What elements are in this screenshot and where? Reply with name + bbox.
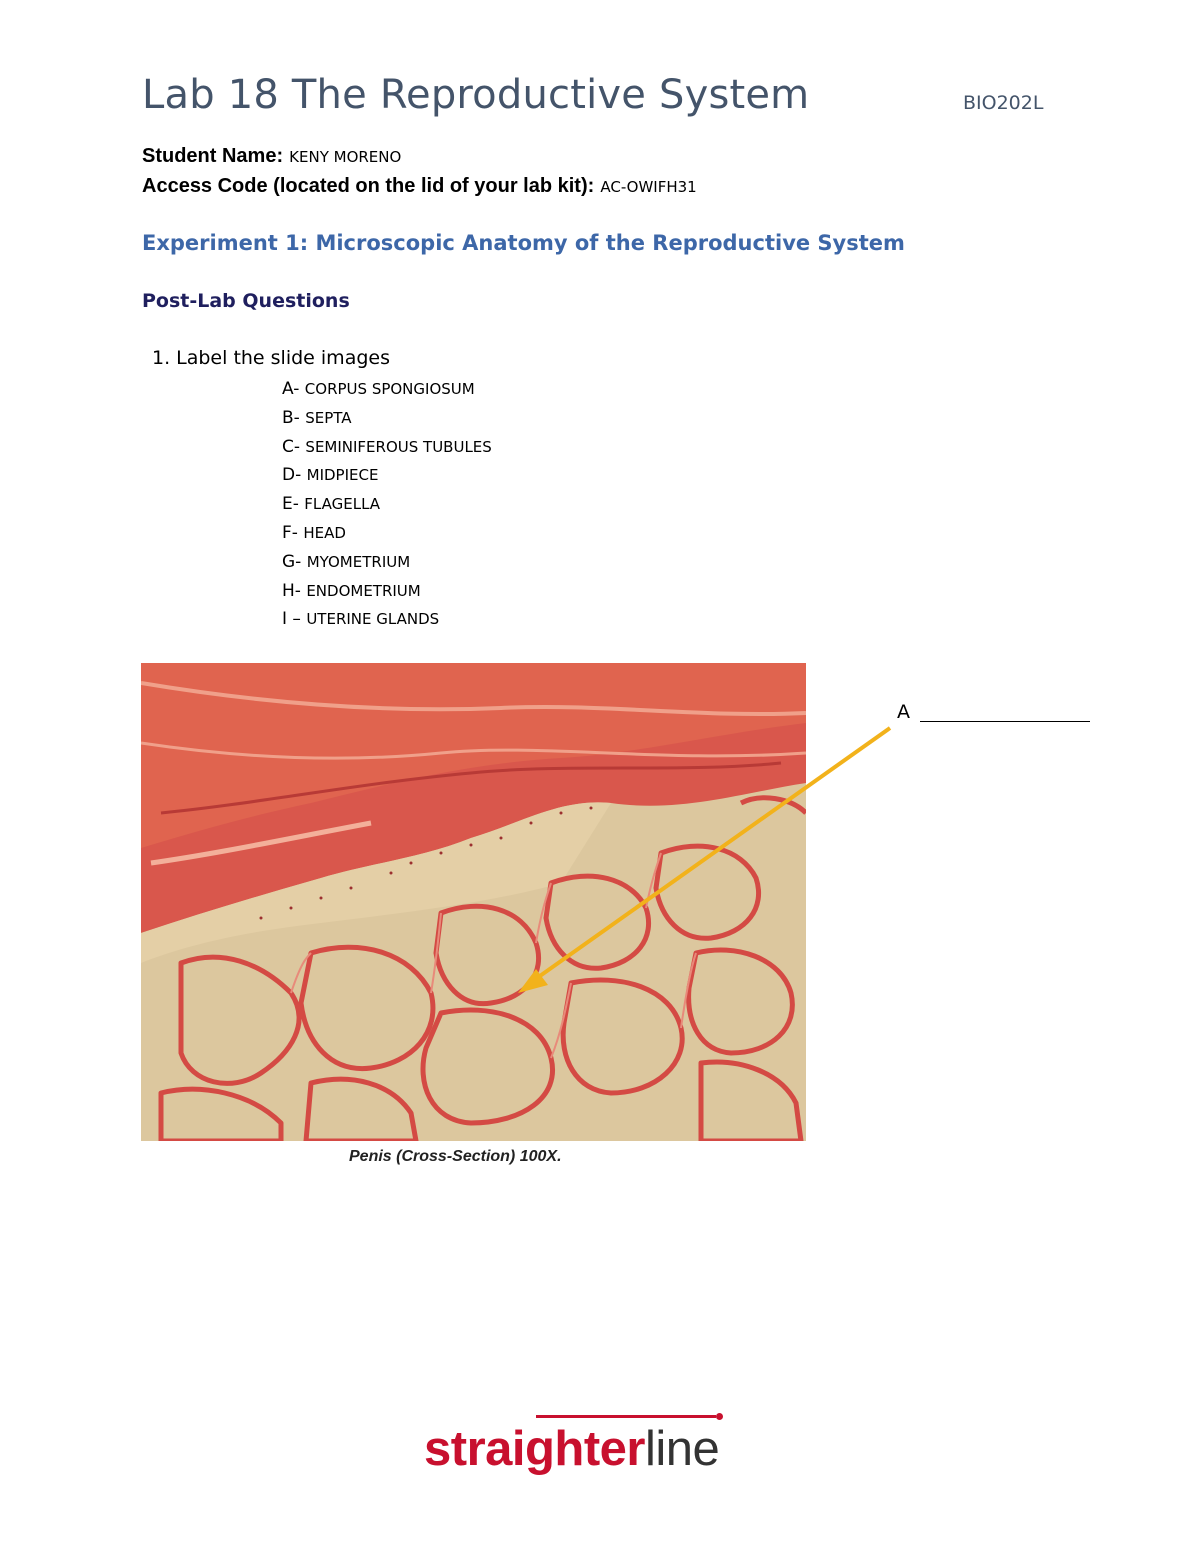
answer-item bbox=[282, 435, 492, 464]
answer-item bbox=[282, 579, 492, 608]
section-heading: Post-Lab Questions bbox=[142, 290, 350, 312]
answer-item bbox=[282, 607, 492, 636]
experiment-heading: Experiment 1: Microscopic Anatomy of the Reproductive System bbox=[142, 231, 905, 255]
page-title: Lab 18 The Reproductive System bbox=[142, 72, 810, 118]
answer-blank-line[interactable] bbox=[920, 721, 1090, 722]
answer-letter: A- bbox=[282, 379, 300, 399]
student-name-label: Student Name: bbox=[142, 145, 284, 167]
answer-text: ENDOMETRIUM bbox=[306, 581, 421, 600]
access-code-value: AC-OWIFH31 bbox=[600, 178, 697, 196]
answer-text: SEPTA bbox=[305, 408, 352, 427]
answer-list bbox=[282, 377, 492, 636]
answer-item bbox=[282, 406, 492, 435]
logo-bar bbox=[536, 1415, 716, 1418]
access-code-label: Access Code (located on the lid of your lab kit): bbox=[142, 175, 595, 197]
question-text: Label the slide images bbox=[176, 347, 390, 369]
student-name-line bbox=[142, 145, 401, 168]
answer-item bbox=[282, 492, 492, 521]
access-code-line bbox=[142, 175, 697, 198]
answer-item bbox=[282, 521, 492, 550]
answer-text: FLAGELLA bbox=[304, 495, 381, 514]
question-number: 1. bbox=[152, 347, 171, 369]
answer-letter: I – bbox=[282, 609, 301, 630]
logo-bold-text: straighter bbox=[424, 1422, 646, 1476]
answer-text: CORPUS SPONGIOSUM bbox=[304, 380, 475, 398]
answer-text: UTERINE GLANDS bbox=[306, 610, 440, 629]
logo-wordmark bbox=[424, 1421, 719, 1477]
answer-letter: E- bbox=[282, 494, 299, 515]
answer-item bbox=[282, 550, 492, 579]
answer-letter: F- bbox=[282, 522, 298, 543]
figure-caption: Penis (Cross-Section) 100X. bbox=[349, 1148, 562, 1165]
logo-light-text: line bbox=[645, 1422, 720, 1476]
student-name-value: KENY MORENO bbox=[289, 148, 402, 166]
answer-item bbox=[282, 463, 492, 492]
figure-label: A bbox=[897, 701, 910, 723]
answer-text: MYOMETRIUM bbox=[306, 552, 411, 571]
answer-text: MIDPIECE bbox=[306, 466, 379, 485]
answer-text: HEAD bbox=[303, 523, 346, 542]
answer-item bbox=[282, 377, 492, 406]
question-1 bbox=[152, 347, 390, 369]
logo-dot bbox=[716, 1413, 723, 1420]
course-code: BIO202L bbox=[963, 92, 1044, 114]
answer-letter: B- bbox=[282, 407, 300, 428]
answer-letter: G- bbox=[282, 551, 302, 572]
answer-letter: D- bbox=[282, 465, 302, 486]
answer-letter: C- bbox=[282, 436, 301, 457]
answer-text: SEMINIFEROUS TUBULES bbox=[305, 437, 492, 456]
answer-letter: H- bbox=[282, 580, 301, 601]
pointer-arrow bbox=[500, 715, 900, 1005]
